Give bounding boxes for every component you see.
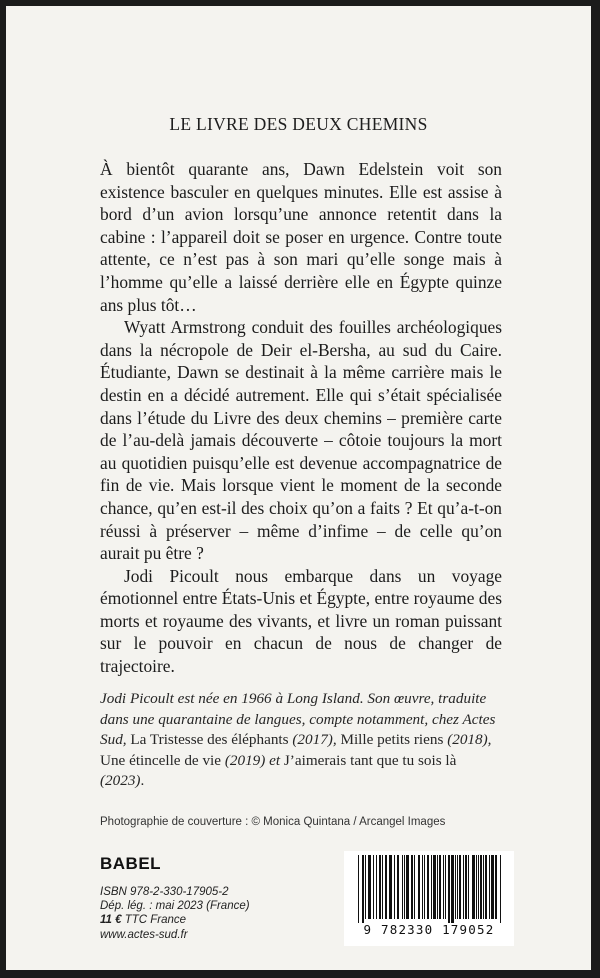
bio-and: et <box>269 751 284 769</box>
blurb <box>100 158 502 678</box>
barcode-bar <box>472 855 475 919</box>
barcode-bar <box>463 855 464 919</box>
barcode-bar <box>480 855 482 919</box>
barcode-bar <box>376 855 377 919</box>
barcode-bar <box>379 855 381 919</box>
barcode-bar <box>468 855 469 919</box>
price-suffix: TTC France <box>121 914 187 927</box>
barcode-bar <box>373 855 374 919</box>
price: 11 € <box>100 914 122 927</box>
barcode-bar <box>489 855 490 919</box>
barcode-bar <box>368 855 371 919</box>
barcode-bar <box>431 855 432 919</box>
barcode <box>344 851 514 946</box>
isbn: ISBN 978-2-330-17905-2 <box>100 886 229 898</box>
author-bio <box>100 689 502 792</box>
blurb-paragraph-1: À bientôt quarante ans, Dawn Edelstein voit son existence basculer en quelques minutes. Elle est assise à bord d’un avion lorsqu’une annonce retentit dans la cabine : l’appareil doit se poser en urgence. Contre toute attente, ce n’est pas à son mari qu’elle songe mais à l’homme qu’elle a laissé derrière elle en Égypte quinze ans plus tôt… <box>100 159 502 315</box>
barcode-bar <box>437 855 438 919</box>
barcode-bar <box>443 855 444 919</box>
barcode-bar <box>422 855 423 919</box>
barcode-bar <box>411 855 413 919</box>
barcode-bar <box>445 855 446 919</box>
book-title: LE LIVRE DES DEUX CHEMINS <box>169 114 428 134</box>
barcode-bar <box>385 855 387 919</box>
legal-deposit: Dép. lég. : mai 2023 (France) <box>100 900 250 913</box>
barcode-bar <box>427 855 429 919</box>
photo-credit: Photographie de couverture : © Monica Quintana / Arcangel Images <box>100 816 446 828</box>
bio-end: . <box>140 772 145 789</box>
barcode-bar <box>389 855 392 919</box>
barcode-bar <box>433 855 436 919</box>
barcode-bar <box>402 855 403 919</box>
barcode-bar <box>424 855 425 919</box>
bio-year-1: (2017), <box>288 731 341 748</box>
barcode-bar <box>478 855 479 919</box>
barcode-bar <box>397 855 399 919</box>
barcode-bar <box>451 855 454 923</box>
bio-work-1: La Tristesse des éléphants <box>130 731 289 748</box>
barcode-bar <box>362 855 364 923</box>
bio-year-2: (2018), <box>443 731 492 748</box>
barcode-bar <box>382 855 383 919</box>
barcode-bar <box>404 855 405 919</box>
book-back-cover <box>6 6 591 970</box>
blurb-paragraph-3: Jodi Picoult nous embarque dans un voyage émotionnel entre États-Unis et Égypte, entre royaume des morts et royaume des vivants, et livre un roman puissant sur le pouvoir en chacun de nous de changer de trajectoire. <box>100 565 502 677</box>
barcode-bar <box>414 855 415 919</box>
barcode-bar <box>485 855 487 919</box>
website-link: www.actes-sud.fr <box>100 928 188 941</box>
barcode-bar <box>365 855 366 919</box>
bio-text: Jodi Picoult est née en 1966 à Long Island. Son œuvre, traduite dans une quarantaine de langues, compte notamment, chez Actes Sud, <box>100 690 496 748</box>
bio-year-4: (2023) <box>100 772 141 789</box>
bio-year-3: (2019) <box>221 751 270 769</box>
barcode-bar <box>459 855 461 919</box>
barcode-bar <box>448 855 450 923</box>
barcode-bar <box>476 855 477 919</box>
barcode-bar <box>457 855 458 919</box>
barcode-bar <box>358 855 359 923</box>
barcode-bar <box>483 855 484 919</box>
barcode-bar <box>439 855 441 919</box>
barcode-number: 9 782330 179052 <box>363 922 495 937</box>
bio-work-3: Une étincelle de vie <box>100 751 222 769</box>
barcode-bar <box>418 855 420 919</box>
barcode-bar <box>491 855 494 919</box>
price-row <box>100 913 250 927</box>
barcode-bar <box>406 855 409 919</box>
barcode-bar <box>465 855 467 919</box>
publication-details <box>100 885 250 942</box>
barcode-bar <box>455 855 456 919</box>
publisher-logo: BABEL <box>100 854 162 873</box>
barcode-bar <box>495 855 497 919</box>
blurb-paragraph-2: Wyatt Armstrong conduit des fouilles archéologiques dans la nécropole de Deir el-Bersha, au sud du Caire. Étudiante, Dawn se destinait à la même carrière mais le destin en a décidé autrement. Elle qui s’était spécialisée dans l’étude du Livre des deux chemins – première carte de l’au-delà jamais découverte – côtoie toujours la mort au quotidien puisqu’elle est devenue accompagnatrice de fin de vie. Mais lorsque vient le moment de la seconde chance, qu’en est-il des choix qu’on a faits ? Et qu’a-t-on réussi à préserver – même d’infime – de celle qu’on aurait pu être ? <box>100 317 502 564</box>
barcode-bar <box>394 855 395 919</box>
bio-work-2: Mille petits riens <box>340 731 444 748</box>
bio-work-4: J’aimerais tant que tu sois là <box>283 751 457 769</box>
barcode-bar <box>500 855 501 923</box>
barcode-bars <box>344 851 514 923</box>
